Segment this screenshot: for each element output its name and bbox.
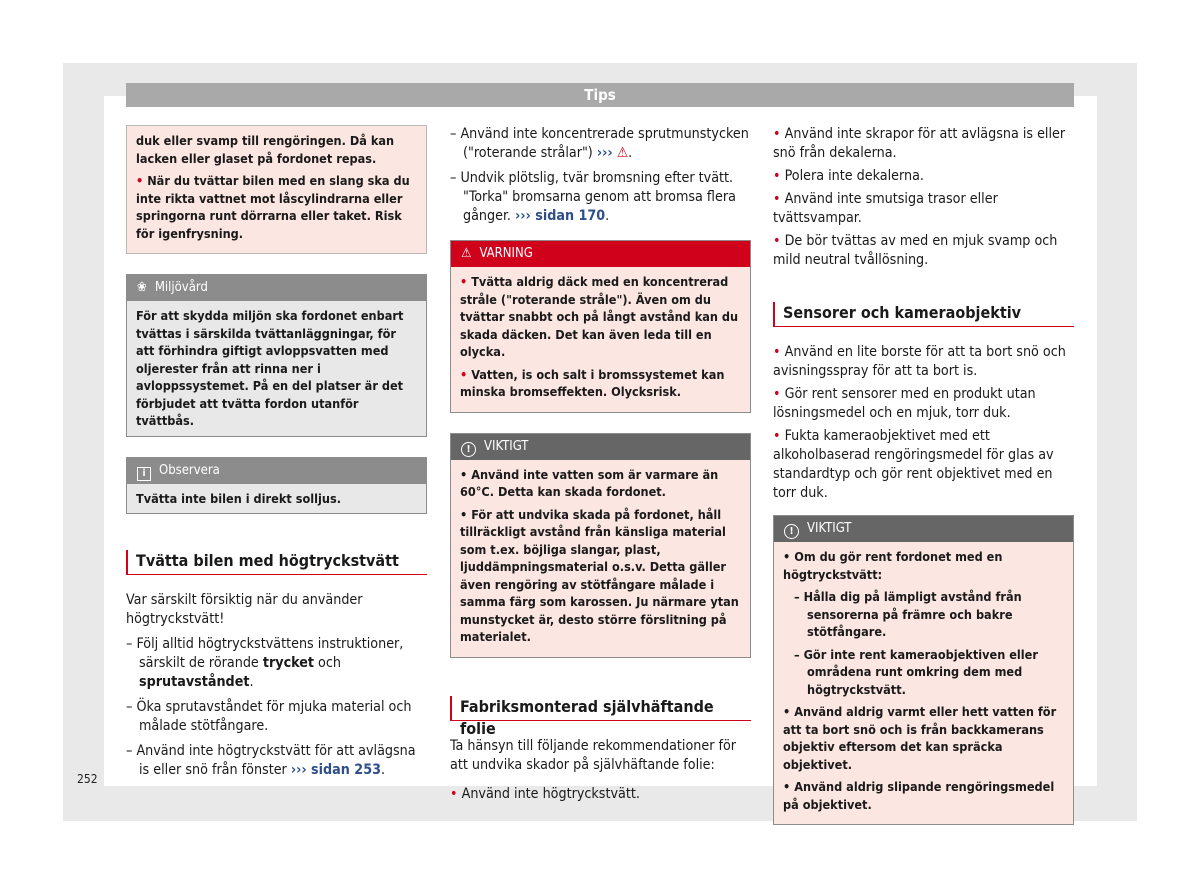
important-subitem: – Gör inte rent kameraobjektiven eller områdena runt omkring dem med högtryckstvätt. — [794, 646, 1038, 697]
warning-item: • Vatten, is och salt i bromssystemet kan minska bromseffekten. Olycksrisk. — [460, 366, 725, 399]
environment-header: ❀ Miljövård — [127, 275, 426, 301]
important-subitem: – Hålla dig på lämpligt avstånd från sensorerna på främre och bakre stötfångare. — [794, 589, 1022, 639]
exclamation-icon: ! — [784, 516, 799, 542]
list-item: • Fukta kameraobjektivet med ett alkoholbaserad rengöringsmedel för glas av standardtyp och gör rent objektivet med en torr duk. — [773, 428, 1054, 501]
column-1 — [126, 125, 427, 786]
note-box — [126, 457, 427, 515]
list-item: – Följ alltid högtryckstvättens instruktioner, särskilt de rörande trycket och sprutavståndet. — [126, 636, 404, 690]
important-item: • För att undvika skada på fordonet, håll tillräckligt avstånd från känsliga material som t.ex. böjliga slangar, plast, ljuddämpningsmaterial o.s.v. Detta gäller även rengöring av stötfångare målade i samma färg som karossen. Ju närmare ytan munstycket är, desto större förslitning på materialet. — [460, 506, 739, 644]
list-item: – Undvik plötslig, tvär bromsning efter tvätt. "Torka" bromsarna genom att bromsa flera gånger. ››› sidan 170. — [450, 170, 736, 224]
warning-body — [451, 267, 750, 412]
caution-box-continued — [126, 125, 427, 254]
list-item: • Använd inte högtryckstvätt. — [450, 785, 640, 802]
list-item: • Använd inte skrapor för att avlägsna is eller snö från dekalerna. — [773, 126, 1066, 161]
list-item: • Använd en lite borste för att ta bort snö och avisningsspray för att ta bort is. — [773, 344, 1066, 379]
caution-item-2: • När du tvättar bilen med en slang ska du inte rikta vattnet mot låscylindrarna eller springorna runt dörrarna eller taket. Risk för igenfrysning. — [136, 173, 410, 241]
list-item: – Använd inte högtryckstvätt för att avlägsna is eller snö från fönster ››› sidan 253. — [126, 743, 416, 778]
intro-paragraph: Ta hänsyn till följande rekommendationer för att undvika skador på självhäftande folie: — [450, 737, 737, 773]
intro-paragraph: Var särskilt försiktig när du använder högtryckstvätt! — [126, 592, 363, 627]
exclamation-icon: ! — [461, 434, 476, 460]
important-body — [451, 460, 750, 657]
list-item: • Polera inte dekalerna. — [773, 168, 924, 184]
list-item: • Gör rent sensorer med en produkt utan lösningsmedel och en mjuk, torr duk. — [773, 386, 1036, 421]
list-item: – Använd inte koncentrerade sprutmunstycken ("roterande strålar") ››› ⚠. — [450, 126, 749, 161]
warning-icon: ⚠ — [461, 246, 472, 261]
important-item: • Använd aldrig slipande rengöringsmedel på objektivet. — [783, 779, 1055, 812]
section-heading-sensors: Sensorer och kameraobjektiv — [773, 302, 1074, 327]
section-header-tips: Tips — [126, 83, 1074, 107]
flower-icon: ❀ — [137, 280, 147, 295]
warning-box — [450, 240, 751, 413]
important-body — [774, 542, 1073, 824]
list-item: • De bör tvättas av med en mjuk svamp och mild neutral tvållösning. — [773, 233, 1058, 268]
info-icon: i — [137, 458, 151, 484]
caution-text-1: duk eller svamp till rengöringen. Då kan lacken eller glaset på fordonet repas. — [136, 133, 395, 166]
note-text: Tvätta inte bilen i direkt solljus. — [136, 490, 342, 506]
important-header: ! VIKTIGT — [451, 434, 750, 460]
list-item: – Öka sprutavståndet för mjuka material och målade stötfångare. — [126, 699, 412, 734]
warning-header: ⚠ VARNING — [451, 241, 750, 267]
section-heading-adhesive-foil: Fabriksmonterad självhäftande folie — [450, 696, 751, 721]
page-link[interactable]: ››› sidan 253 — [290, 762, 381, 778]
environment-box — [126, 274, 427, 437]
list-item: • Använd inte smutsiga trasor eller tvättsvampar. — [773, 191, 998, 226]
note-header: i Observera — [127, 458, 426, 484]
column-2 — [450, 125, 751, 808]
page-number: 252 — [77, 772, 98, 786]
environment-text: För att skydda miljön ska fordonet enbart tvättas i särskilda tvättanläggningar, för att förhindra giftigt avloppsvatten med oljerester från att rinna ner i avloppssystemet. På en del platser är det förbjudet att tvätta fordon utanför tvättbås. — [136, 308, 404, 428]
important-item: • Använd aldrig varmt eller hett vatten för att ta bort snö och is från backkamerans objektiv eftersom det kan spräcka objektivet. — [783, 704, 1057, 772]
warning-item: • Tvätta aldrig däck med en koncentrerad stråle ("roterande stråle"). Även om du tvättar snabbt och på långt avstånd kan du skada däcken. Det kan även leda till en olycka. — [460, 274, 739, 359]
important-header: ! VIKTIGT — [774, 516, 1073, 542]
warning-link[interactable]: ››› — [596, 145, 613, 161]
important-box — [773, 515, 1074, 825]
section-heading-pressure-washer: Tvätta bilen med högtryckstvätt — [126, 550, 427, 575]
important-item: • Om du gör rent fordonet med en högtryckstvätt: — [783, 549, 1003, 582]
page-link[interactable]: ››› sidan 170 — [515, 208, 606, 224]
warning-triangle-icon: ⚠ — [616, 145, 629, 161]
important-item: • Använd inte vatten som är varmare än 60°C. Detta kan skada fordonet. — [460, 466, 719, 499]
important-box — [450, 433, 751, 658]
column-3 — [773, 125, 1074, 845]
